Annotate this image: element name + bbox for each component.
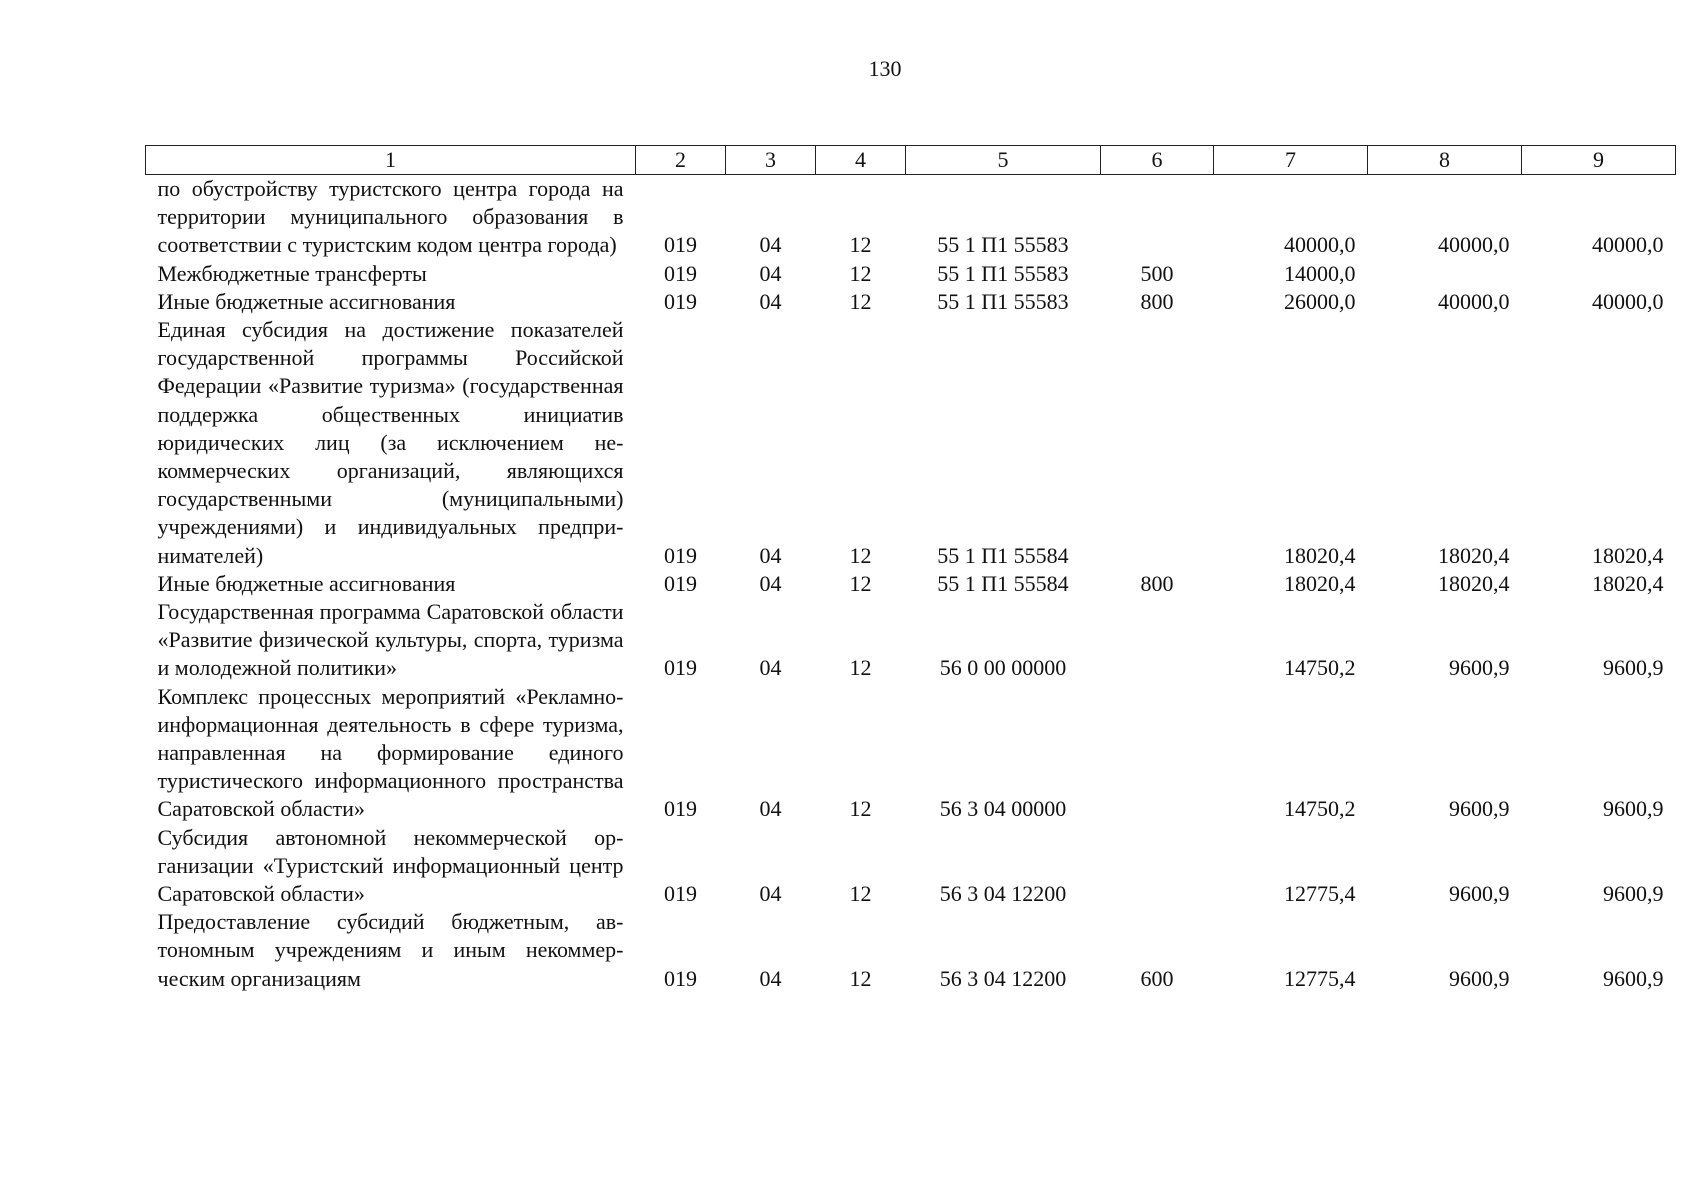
row-section: 04 bbox=[759, 570, 782, 596]
row-name: Предоставление субсидий бюджетным, автономным учреждениям и иным некоммерческим организациям bbox=[157, 909, 624, 991]
row-amount-col9: 40000,0 bbox=[1592, 288, 1664, 314]
row-ministry-code: 019 bbox=[664, 796, 697, 822]
row-name: Иные бюджетные ассигнования bbox=[157, 570, 456, 596]
row-subsection: 12 bbox=[849, 570, 872, 596]
header-col-6: 6 bbox=[1101, 146, 1214, 175]
row-section: 04 bbox=[759, 542, 782, 568]
table-row bbox=[146, 570, 1676, 598]
row-expense-type: 800 bbox=[1140, 288, 1174, 314]
row-amount-col7: 14750,2 bbox=[1284, 655, 1356, 681]
row-name: Субсидия автономной некоммерческой организации «Туристский информационный центр Саратовской области» bbox=[157, 824, 624, 907]
row-name: Иные бюджетные ассигнования bbox=[157, 288, 456, 314]
row-section: 04 bbox=[759, 655, 782, 681]
row-expense-type bbox=[1101, 316, 1214, 570]
row-ministry-code: 019 bbox=[664, 965, 697, 991]
row-section: 04 bbox=[759, 965, 782, 991]
header-col-3: 3 bbox=[726, 146, 816, 175]
row-amount-col9: 18020,4 bbox=[1592, 570, 1664, 596]
row-section: 04 bbox=[759, 232, 782, 258]
row-subsection: 12 bbox=[849, 232, 872, 258]
row-amount-col8: 18020,4 bbox=[1438, 570, 1510, 596]
row-name: Межбюджетные трансферты bbox=[157, 260, 427, 286]
row-amount-col9: 9600,9 bbox=[1603, 881, 1664, 907]
row-amount-col8: 9600,9 bbox=[1449, 965, 1510, 991]
row-expense-type bbox=[1101, 598, 1214, 683]
row-amount-col9 bbox=[1522, 260, 1676, 288]
row-subsection: 12 bbox=[849, 655, 872, 681]
row-target-article: 56 3 04 00000 bbox=[939, 796, 1067, 822]
table-row bbox=[146, 316, 1676, 570]
row-amount-col8: 9600,9 bbox=[1449, 655, 1510, 681]
row-expense-type: 500 bbox=[1140, 260, 1174, 286]
row-ministry-code: 019 bbox=[664, 881, 697, 907]
row-ministry-code: 019 bbox=[664, 232, 697, 258]
table-row bbox=[146, 175, 1676, 260]
row-amount-col9: 9600,9 bbox=[1603, 655, 1664, 681]
row-amount-col7: 26000,0 bbox=[1284, 288, 1356, 314]
row-ministry-code: 019 bbox=[664, 288, 697, 314]
page-number: 130 bbox=[868, 56, 902, 81]
row-amount-col8 bbox=[1368, 260, 1522, 288]
header-col-8: 8 bbox=[1368, 146, 1522, 175]
row-amount-col7: 14750,2 bbox=[1284, 796, 1356, 822]
row-expense-type: 800 bbox=[1140, 570, 1174, 596]
row-section: 04 bbox=[759, 881, 782, 907]
row-target-article: 56 0 00 00000 bbox=[939, 655, 1067, 681]
header-row bbox=[146, 146, 1676, 175]
row-target-article: 55 1 П1 55583 bbox=[937, 288, 1069, 314]
row-amount-col7: 12775,4 bbox=[1284, 965, 1356, 991]
row-name: Государственная программа Саратовской области «Развитие физической культуры, спорта, туризма и молодежной политики» bbox=[157, 599, 624, 681]
row-amount-col9: 9600,9 bbox=[1603, 796, 1664, 822]
row-amount-col9: 18020,4 bbox=[1592, 542, 1664, 568]
table-row bbox=[146, 598, 1676, 683]
row-name: Комплекс процессных мероприятий «Рекламно-информационная деятельность в сфере туризма, направленная на формирование единого туристического информационного пространства Саратовской области» bbox=[157, 683, 624, 822]
table-row bbox=[146, 824, 1676, 909]
row-subsection: 12 bbox=[849, 881, 872, 907]
row-ministry-code: 019 bbox=[664, 570, 697, 596]
header-col-1: 1 bbox=[146, 146, 636, 175]
row-name: Единая субсидия на достижение показателей государственной программы Российской Федерации «Развитие туризма» (государственная поддержка общественных инициатив юридических лиц (за исключением некоммерческих организаций, являющихся государственными (муниципальными) учреждениями) и индивидуальных предпринимателей) bbox=[157, 317, 624, 568]
row-amount-col8: 9600,9 bbox=[1449, 796, 1510, 822]
row-target-article: 56 3 04 12200 bbox=[939, 881, 1067, 907]
table-row bbox=[146, 288, 1676, 316]
row-target-article: 55 1 П1 55583 bbox=[937, 232, 1069, 258]
row-amount-col7: 12775,4 bbox=[1284, 881, 1356, 907]
row-subsection: 12 bbox=[849, 965, 872, 991]
table-row bbox=[146, 908, 1676, 993]
row-amount-col8: 9600,9 bbox=[1449, 881, 1510, 907]
header-col-7: 7 bbox=[1214, 146, 1368, 175]
row-amount-col8: 40000,0 bbox=[1438, 232, 1510, 258]
header-col-5: 5 bbox=[906, 146, 1101, 175]
row-ministry-code: 019 bbox=[664, 260, 697, 286]
row-subsection: 12 bbox=[849, 288, 872, 314]
header-col-2: 2 bbox=[636, 146, 726, 175]
row-amount-col7: 18020,4 bbox=[1284, 570, 1356, 596]
row-name: по обустройству туристского центра города на территории муниципального образования в соответствии с туристским кодом центра города) bbox=[157, 176, 624, 258]
header-col-9: 9 bbox=[1522, 146, 1676, 175]
row-expense-type bbox=[1101, 175, 1214, 260]
row-target-article: 55 1 П1 55584 bbox=[937, 542, 1069, 568]
row-expense-type bbox=[1101, 683, 1214, 824]
row-target-article: 56 3 04 12200 bbox=[939, 965, 1067, 991]
row-ministry-code: 019 bbox=[664, 655, 697, 681]
row-section: 04 bbox=[759, 796, 782, 822]
row-section: 04 bbox=[759, 288, 782, 314]
row-amount-col9: 40000,0 bbox=[1592, 232, 1664, 258]
row-amount-col8: 18020,4 bbox=[1438, 542, 1510, 568]
row-expense-type bbox=[1101, 824, 1214, 909]
row-amount-col7: 14000,0 bbox=[1284, 260, 1356, 286]
row-subsection: 12 bbox=[849, 796, 872, 822]
row-amount-col8: 40000,0 bbox=[1438, 288, 1510, 314]
table-row bbox=[146, 260, 1676, 288]
header-col-4: 4 bbox=[816, 146, 906, 175]
row-subsection: 12 bbox=[849, 260, 872, 286]
row-target-article: 55 1 П1 55584 bbox=[937, 570, 1069, 596]
row-amount-col7: 40000,0 bbox=[1284, 232, 1356, 258]
table-row bbox=[146, 683, 1676, 824]
row-amount-col7: 18020,4 bbox=[1284, 542, 1356, 568]
row-ministry-code: 019 bbox=[664, 542, 697, 568]
row-expense-type: 600 bbox=[1140, 965, 1174, 991]
row-subsection: 12 bbox=[849, 542, 872, 568]
budget-table bbox=[145, 145, 1676, 993]
row-section: 04 bbox=[759, 260, 782, 286]
row-target-article: 55 1 П1 55583 bbox=[937, 260, 1069, 286]
row-amount-col9: 9600,9 bbox=[1603, 965, 1664, 991]
